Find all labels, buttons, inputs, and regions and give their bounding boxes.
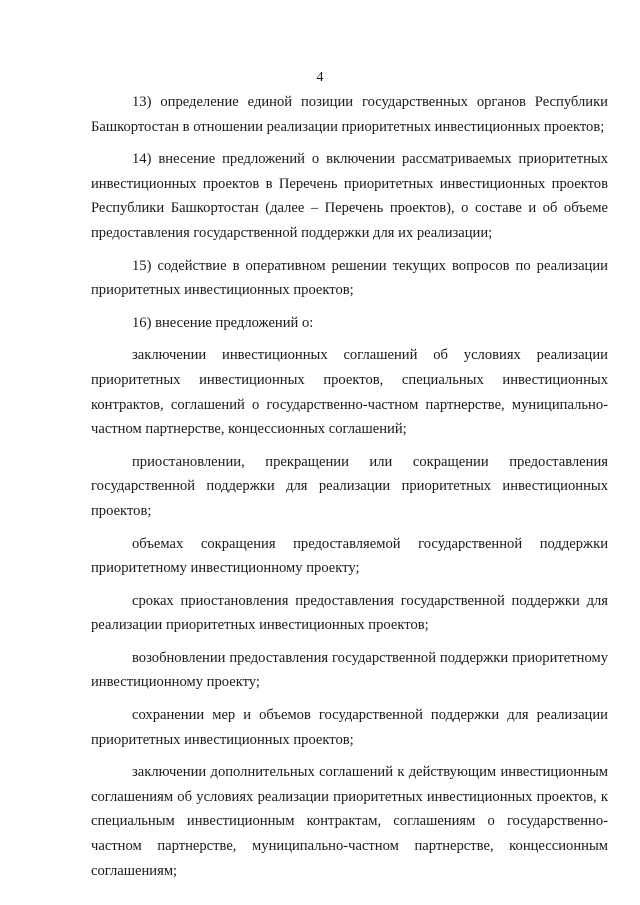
paragraph-item-16: 16) внесение предложений о: (132, 314, 314, 331)
subclause-reduction-volumes: объемах сокращения предоставляемой государственной поддержки приоритетному инвестиционному проекту; (91, 535, 608, 577)
paragraph-item-13: 13) определение единой позиции государственных органов Республики Башкортостан в отношении реализации приоритетных инвестиционных проектов; (91, 94, 608, 135)
subclause-preservation-of-measures: сохранении мер и объемов государственной поддержки для реализации приоритетных инвестиционных проектов; (91, 707, 608, 748)
subclause-investment-agreements: заключении инвестиционных соглашений об условиях реализации приоритетных инвестиционных проектов, специальных инвестиционных контрактов, соглашений о государственно-частном партнерстве, муниципально-частном партнерстве, концессионных соглашений; (91, 347, 608, 438)
subclause-suspension-terms: сроках приостановления предоставления государственной поддержки для реализации приоритетных инвестиционных проектов; (91, 592, 608, 634)
paragraph-item-15: 15) содействие в оперативном решении текущих вопросов по реализации приоритетных инвестиционных проектов; (91, 257, 608, 299)
document-body (91, 90, 608, 883)
subclause-additional-agreements: заключении дополнительных соглашений к действующим инвестиционным соглашениям об условиях реализации приоритетных инвестиционных проектов, к специальным инвестиционным контрактам, соглашениям о государственно-частном партнерстве, муниципально-частном партнерстве, концессионным соглашениям; (91, 764, 608, 879)
subclause-suspension-of-support: приостановлении, прекращении или сокращении предоставления государственной поддержки для реализации приоритетных инвестиционных проектов; (91, 453, 608, 519)
page-number: 4 (316, 70, 324, 85)
paragraph-item-14: 14) внесение предложений о включении рассматриваемых приоритетных инвестиционных проектов в Перечень приоритетных инвестиционных проектов Республики Башкортостан (далее – Перечень проектов), о составе и об объеме предоставления государственной поддержки для их реализации; (91, 151, 608, 241)
subclause-resumption-of-support: возобновлении предоставления государственной поддержки приоритетному инвестиционному проекту; (91, 649, 608, 691)
